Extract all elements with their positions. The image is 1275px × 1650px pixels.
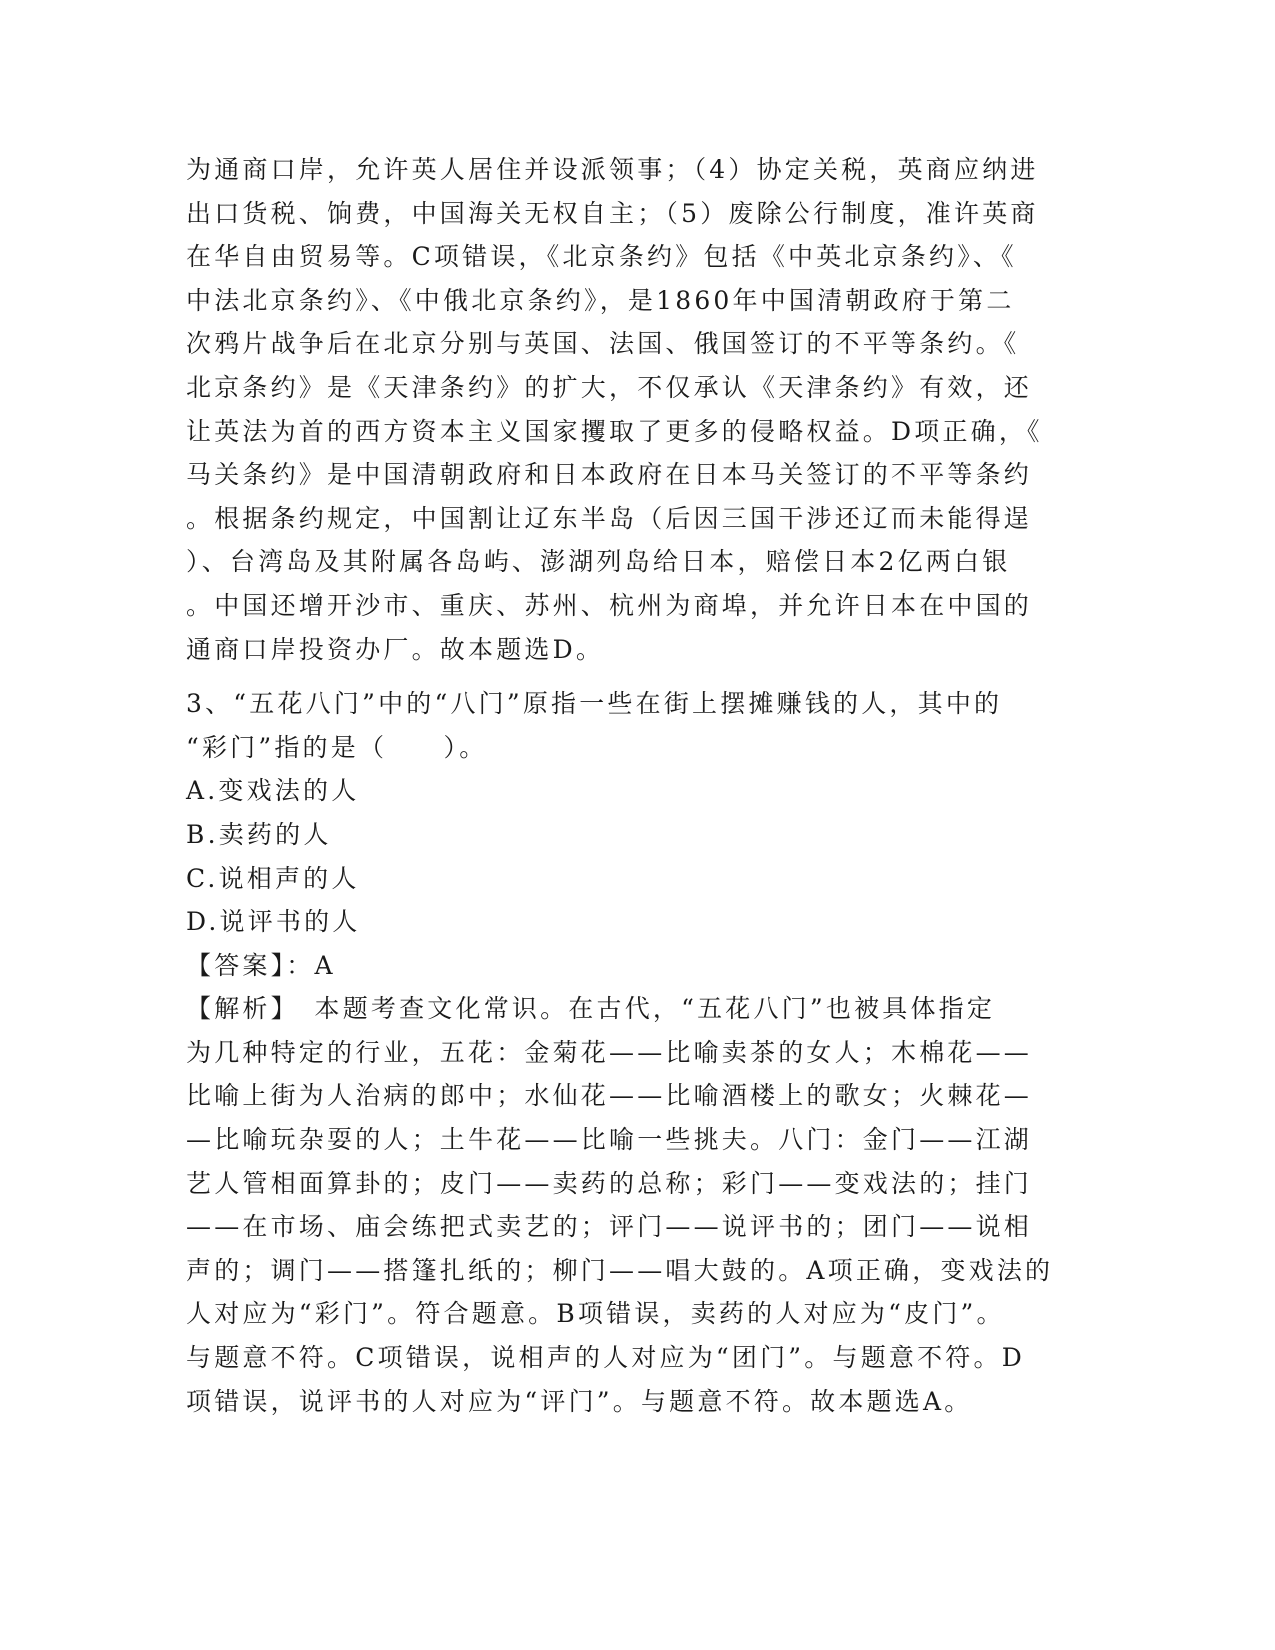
text-line: 艺人管相面算卦的；皮门——卖药的总称；彩门——变戏法的；挂门 [186, 1168, 1033, 1198]
text-line: 让英法为首的西方资本主义国家攫取了更多的侵略权益。D项正确，《 [186, 416, 1043, 446]
question-stem [186, 682, 1086, 769]
question-stem-line: 3、“五花八门”中的“八门”原指一些在街上摆摊赚钱的人，其中的 [186, 689, 1003, 719]
text-line: 为通商口岸，允许英人居住并设派领事；（4）协定关税，英商应纳进 [186, 155, 1039, 184]
option-a: A.变戏法的人 [186, 776, 360, 806]
question-stem-line: “彩门”指的是（ ）。 [186, 732, 488, 762]
question-explanation [186, 987, 1086, 1423]
text-line: 项错误，说评书的人对应为“评门”。与题意不符。故本题选A。 [186, 1386, 973, 1416]
option-b: B.卖药的人 [186, 819, 332, 849]
answer-line: 【答案】：A [186, 950, 336, 980]
page-content [186, 148, 1086, 1423]
question-3 [186, 682, 1086, 1423]
text-line: 。中国还增开沙市、重庆、苏州、杭州为商埠，并允许日本在中国的 [186, 590, 1033, 620]
text-line: 比喻上街为人治病的郎中；水仙花——比喻酒楼上的歌女；火棘花— [186, 1081, 1033, 1111]
text-line: 声的；调门——搭篷扎纸的；柳门——唱大鼓的。A项正确，变戏法的 [186, 1255, 1054, 1285]
option-c: C.说相声的人 [186, 863, 360, 893]
text-line: 通商口岸投资办厂。故本题选D。 [186, 634, 605, 664]
text-line: 北京条约》是《天津条约》的扩大，不仅承认《天津条约》有效，还 [186, 372, 1033, 402]
text-line: 马关条约》是中国清朝政府和日本政府在日本马关签订的不平等条约 [186, 460, 1033, 490]
paragraph-gap [186, 671, 1086, 682]
text-line: 与题意不符。C项错误，说相声的人对应为“团门”。与题意不符。D [186, 1343, 1025, 1373]
text-line: 。根据条约规定，中国割让辽东半岛（后因三国干涉还辽而未能得逞 [186, 503, 1033, 533]
text-line: 次鸦片战争后在北京分别与英国、法国、俄国签订的不平等条约。《 [186, 329, 1020, 359]
text-line: 为几种特定的行业，五花：金菊花——比喻卖茶的女人；木棉花—— [186, 1037, 1033, 1067]
text-line: 【解析】 本题考查文化常识。在古代，“五花八门”也被具体指定 [186, 994, 996, 1024]
text-line: 在华自由贸易等。C项错误，《北京条约》包括《中英北京条约》、《 [186, 242, 1017, 272]
previous-question-explanation [186, 148, 1086, 671]
text-line: 出口货税、饷费，中国海关无权自主；（5）废除公行制度，准许英商 [186, 198, 1039, 228]
text-line: ）、台湾岛及其附属各岛屿、澎湖列岛给日本，赔偿日本2亿两白银 [186, 547, 1011, 577]
option-d: D.说评书的人 [186, 907, 361, 937]
text-line: ——在市场、庙会练把式卖艺的；评门——说评书的；团门——说相 [186, 1212, 1033, 1242]
options-list [186, 769, 1086, 943]
text-line: 人对应为“彩门”。符合题意。B项错误，卖药的人对应为“皮门”。 [186, 1299, 1005, 1329]
text-line: 中法北京条约》、《中俄北京条约》，是1860年中国清朝政府于第二 [186, 285, 1015, 315]
text-line: —比喻玩杂耍的人；土牛花——比喻一些挑夫。八门：金门——江湖 [186, 1125, 1033, 1155]
